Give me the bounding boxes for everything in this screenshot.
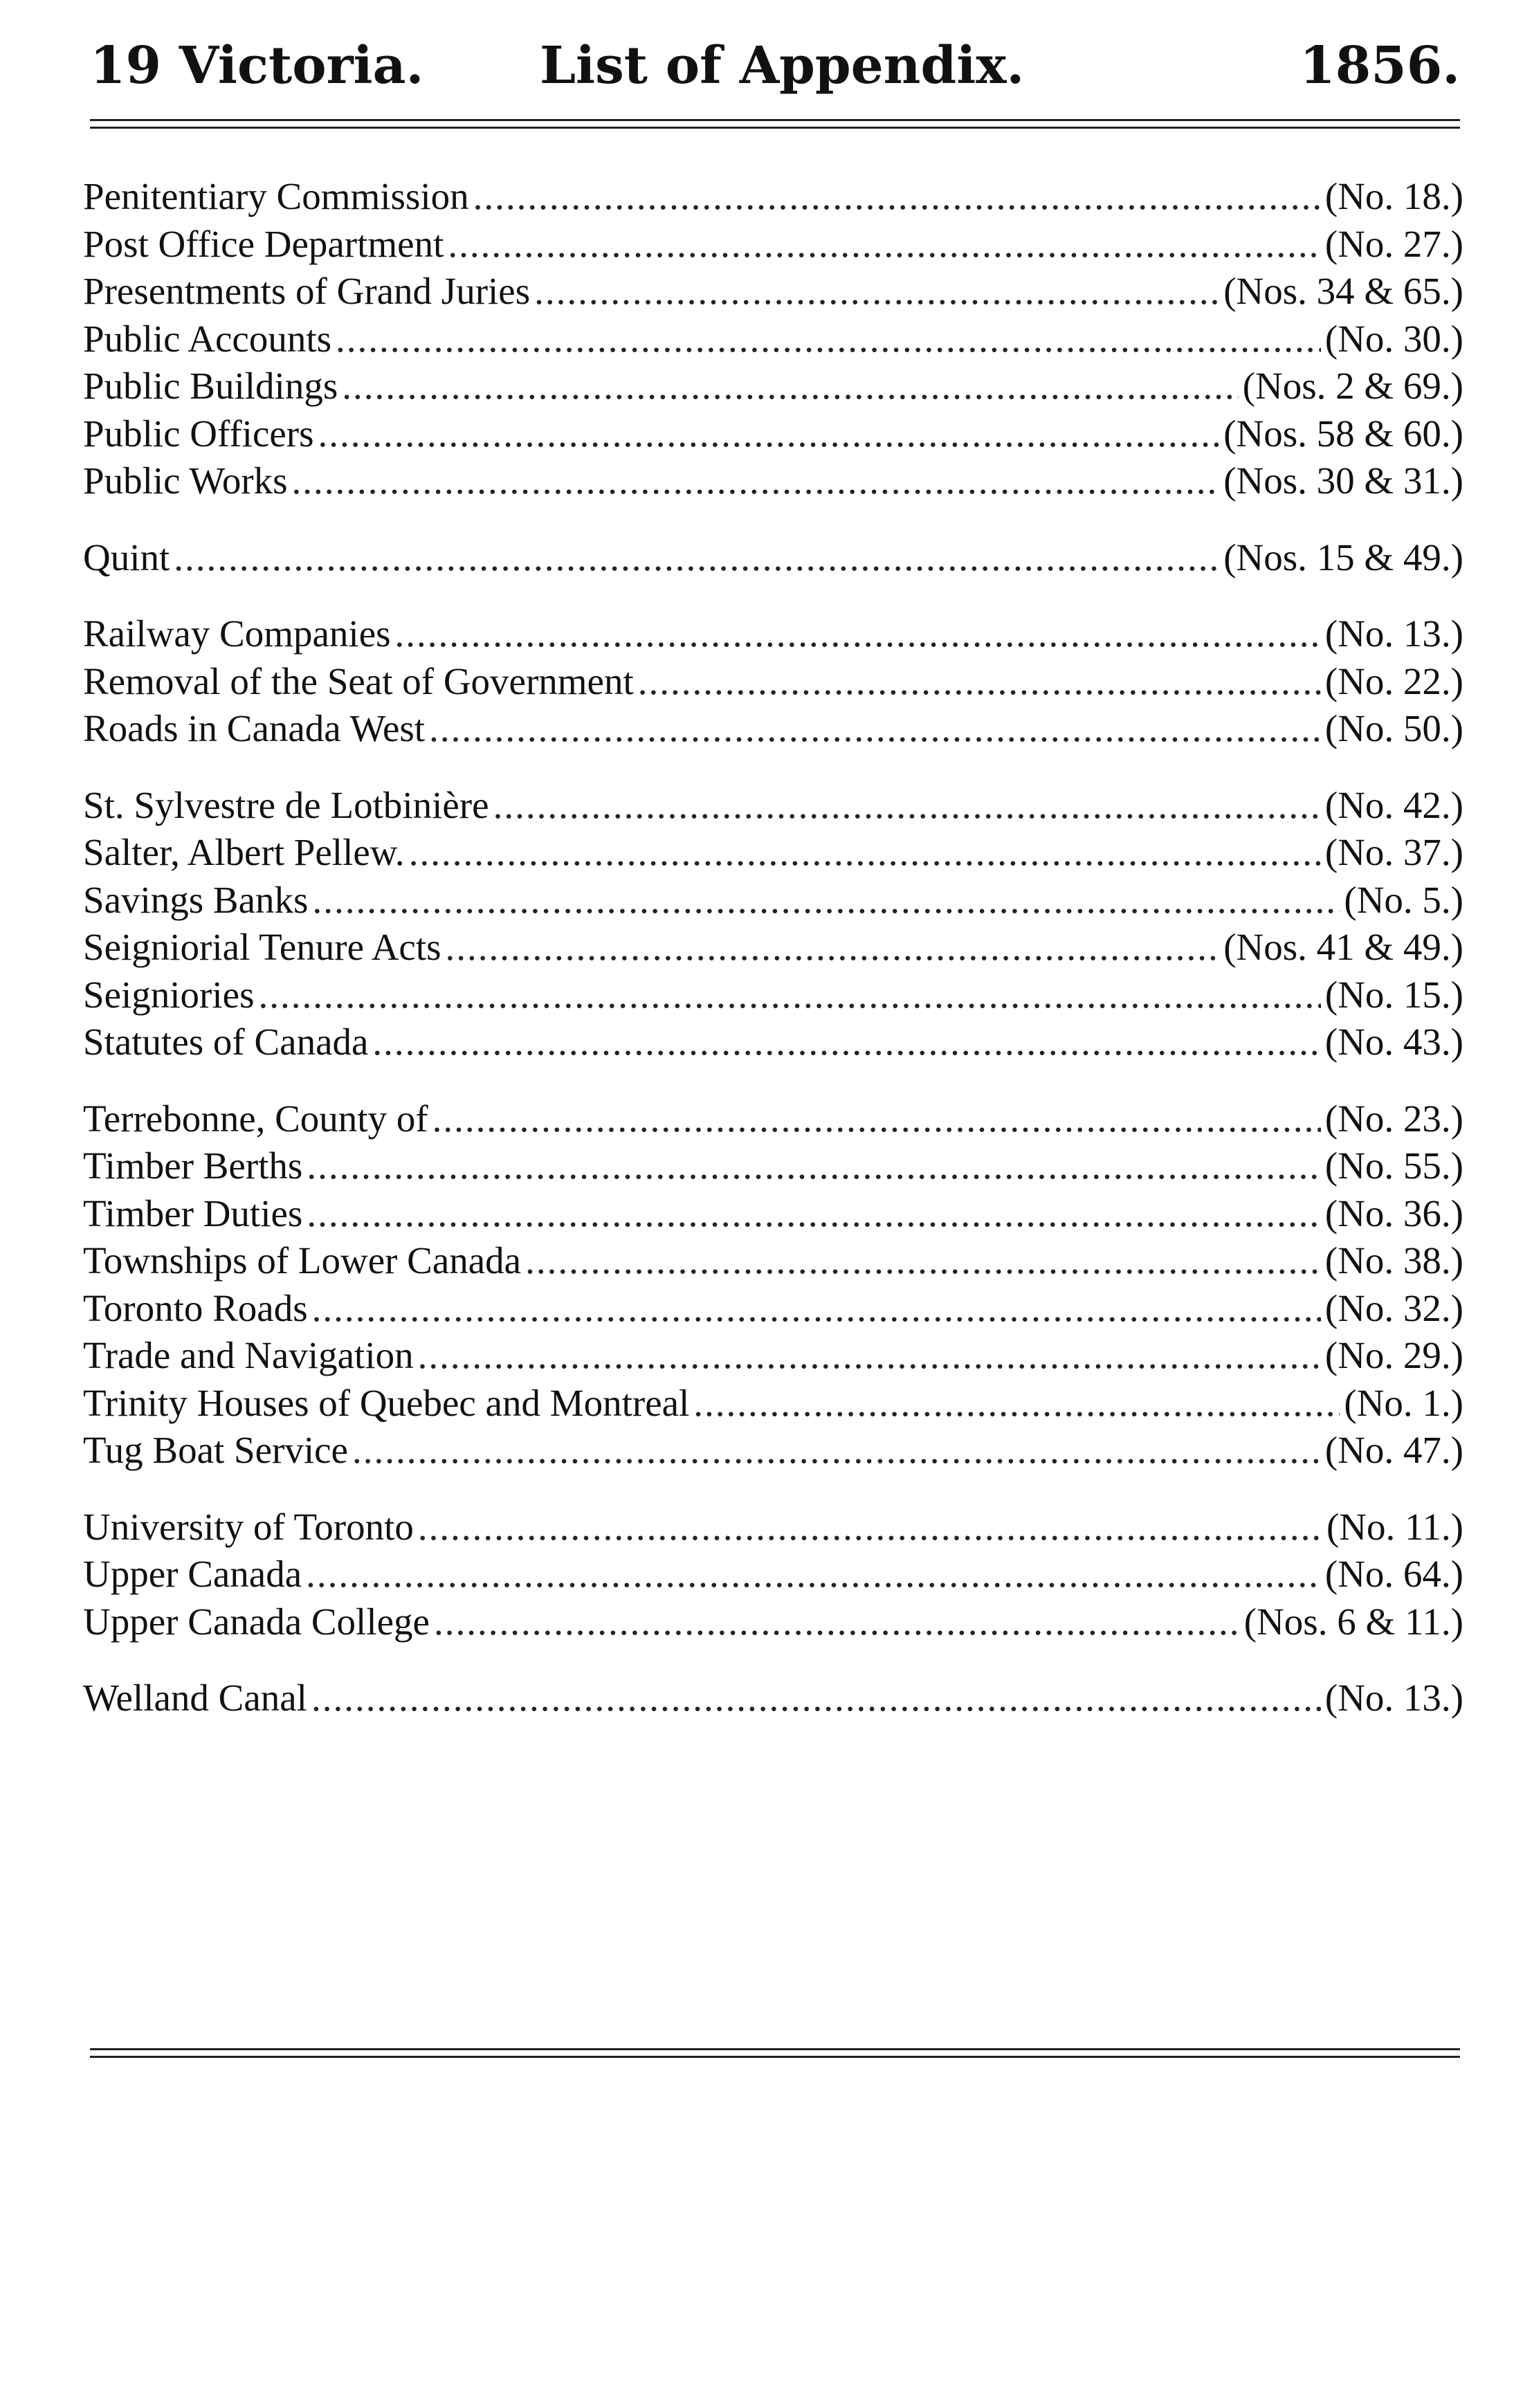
entry-title: Upper Canada College [83, 1600, 430, 1643]
dot-leader [372, 1019, 1320, 1066]
dot-leader [448, 221, 1321, 268]
entry-title: Seigniories [83, 973, 255, 1016]
list-item [83, 1380, 1463, 1428]
entry-reference: (No. 15.) [1324, 973, 1463, 1016]
entry-reference: (Nos. 41 & 49.) [1223, 926, 1463, 968]
entry-reference: (No. 23.) [1324, 1097, 1463, 1140]
entry-reference: (Nos. 58 & 60.) [1223, 412, 1463, 455]
entry-title: Townships of Lower Canada [83, 1239, 522, 1281]
entry-reference: (No. 22.) [1324, 659, 1463, 702]
dot-leader [432, 1095, 1321, 1143]
entry-reference: (No. 30.) [1324, 317, 1463, 360]
dot-leader [307, 1190, 1321, 1238]
entry-reference: (No. 47.) [1324, 1429, 1463, 1471]
dot-leader [409, 829, 1321, 877]
entry-title: Tug Boat Service [83, 1429, 348, 1471]
dot-leader [352, 1427, 1321, 1475]
list-item [83, 221, 1463, 268]
list-item [83, 1427, 1463, 1475]
entry-reference: (No. 13.) [1324, 1677, 1463, 1719]
header-regnal-year: 19 Victoria. [90, 36, 424, 95]
entry-title: University of Toronto [83, 1505, 414, 1548]
entry-reference: (No. 32.) [1324, 1286, 1463, 1329]
entry-reference: (Nos. 6 & 11.) [1243, 1600, 1463, 1643]
entry-title: Seigniorial Tenure Acts [83, 926, 441, 968]
entry-title: Timber Berths [83, 1144, 303, 1187]
entry-group [83, 534, 1463, 582]
dot-leader [258, 972, 1320, 1019]
entry-reference: (No. 36.) [1324, 1192, 1463, 1234]
entry-group [83, 1095, 1463, 1475]
entry-title: Statutes of Canada [83, 1021, 369, 1063]
list-item [83, 1237, 1463, 1285]
list-item [83, 534, 1463, 582]
entry-reference: (No. 29.) [1324, 1334, 1463, 1376]
entry-title: Welland Canal [83, 1677, 307, 1719]
entry-title: Salter, Albert Pellew. [83, 831, 405, 873]
entry-group [83, 1675, 1463, 1722]
entry-reference: (Nos. 30 & 31.) [1223, 459, 1463, 502]
list-item [83, 173, 1463, 221]
entry-title: St. Sylvestre de Lotbinière [83, 783, 489, 826]
entry-title: Toronto Roads [83, 1286, 308, 1329]
dot-leader [312, 877, 1340, 924]
entry-title: Post Office Department [83, 222, 444, 265]
dot-leader [336, 316, 1321, 363]
entry-title: Presentments of Grand Juries [83, 270, 531, 312]
entry-title: Savings Banks [83, 878, 309, 921]
list-item [83, 1675, 1463, 1722]
entry-title: Railway Companies [83, 612, 391, 655]
list-item [83, 1190, 1463, 1238]
entry-reference: (No. 55.) [1324, 1144, 1463, 1187]
dot-leader [446, 924, 1220, 972]
entry-reference: (Nos. 15 & 49.) [1223, 536, 1463, 578]
list-item [83, 1285, 1463, 1333]
entry-reference: (No. 13.) [1324, 612, 1463, 655]
dot-leader [525, 1237, 1321, 1285]
entry-reference: (No. 1.) [1344, 1381, 1463, 1424]
entry-group [83, 610, 1463, 753]
header-year: 1856. [1299, 36, 1460, 95]
dot-leader [473, 173, 1321, 221]
dot-leader [434, 1598, 1240, 1646]
list-item [83, 1504, 1463, 1551]
entry-reference: (No. 50.) [1324, 707, 1463, 749]
entry-reference: (No. 37.) [1324, 831, 1463, 873]
entry-reference: (No. 64.) [1324, 1553, 1463, 1595]
entry-reference: (Nos. 34 & 65.) [1223, 270, 1463, 312]
list-item [83, 1332, 1463, 1380]
top-double-rule [90, 119, 1460, 129]
dot-leader [395, 610, 1321, 658]
entry-title: Trinity Houses of Quebec and Montreal [83, 1381, 690, 1424]
list-item [83, 1095, 1463, 1143]
list-item [83, 877, 1463, 924]
entry-title: Public Buildings [83, 365, 338, 407]
list-item [83, 972, 1463, 1019]
list-item [83, 782, 1463, 830]
list-item [83, 1142, 1463, 1190]
entry-title: Public Officers [83, 412, 314, 455]
header-title: List of Appendix. [540, 36, 1025, 95]
list-item [83, 363, 1463, 410]
entry-reference: (No. 18.) [1324, 175, 1463, 217]
entry-title: Public Works [83, 459, 288, 502]
list-item [83, 410, 1463, 458]
dot-leader [311, 1675, 1321, 1722]
dot-leader [534, 268, 1219, 316]
entry-reference: (Nos. 2 & 69.) [1242, 365, 1463, 407]
dot-leader [174, 534, 1219, 582]
entry-title: Roads in Canada West [83, 707, 426, 749]
entry-group [83, 1504, 1463, 1646]
entry-title: Quint [83, 536, 170, 578]
list-item [83, 1598, 1463, 1646]
dot-leader [318, 410, 1220, 458]
entry-reference: (No. 42.) [1324, 783, 1463, 826]
list-item [83, 610, 1463, 658]
bottom-double-rule [90, 2048, 1460, 2058]
entry-group [83, 782, 1463, 1066]
entry-title: Terrebonne, County of [83, 1097, 428, 1140]
entry-reference: (No. 38.) [1324, 1239, 1463, 1281]
entry-title: Trade and Navigation [83, 1334, 414, 1376]
entry-title: Public Accounts [83, 317, 332, 360]
list-item [83, 658, 1463, 706]
list-item [83, 1551, 1463, 1598]
list-item [83, 1019, 1463, 1066]
dot-leader [693, 1380, 1340, 1428]
dot-leader [342, 363, 1238, 410]
dot-leader [418, 1332, 1321, 1380]
dot-leader [292, 457, 1220, 505]
entry-title: Timber Duties [83, 1192, 303, 1234]
entry-title: Penitentiary Commission [83, 175, 469, 217]
dot-leader [493, 782, 1321, 830]
dot-leader [306, 1551, 1321, 1598]
entry-title: Upper Canada [83, 1553, 302, 1595]
appendix-list [83, 173, 1463, 1751]
list-item [83, 268, 1463, 316]
entry-title: Removal of the Seat of Government [83, 659, 634, 702]
list-item [83, 705, 1463, 753]
list-item [83, 829, 1463, 877]
dot-leader [418, 1504, 1322, 1551]
dot-leader [312, 1285, 1321, 1333]
dot-leader [307, 1142, 1321, 1190]
list-item [83, 457, 1463, 505]
entry-reference: (No. 43.) [1324, 1021, 1463, 1063]
entry-reference: (No. 27.) [1324, 222, 1463, 265]
list-item [83, 924, 1463, 972]
dot-leader [638, 658, 1321, 706]
dot-leader [429, 705, 1321, 753]
entry-reference: (No. 5.) [1344, 878, 1463, 921]
page-header [90, 28, 1460, 104]
entry-reference: (No. 11.) [1326, 1505, 1463, 1548]
list-item [83, 316, 1463, 363]
entry-group [83, 173, 1463, 505]
